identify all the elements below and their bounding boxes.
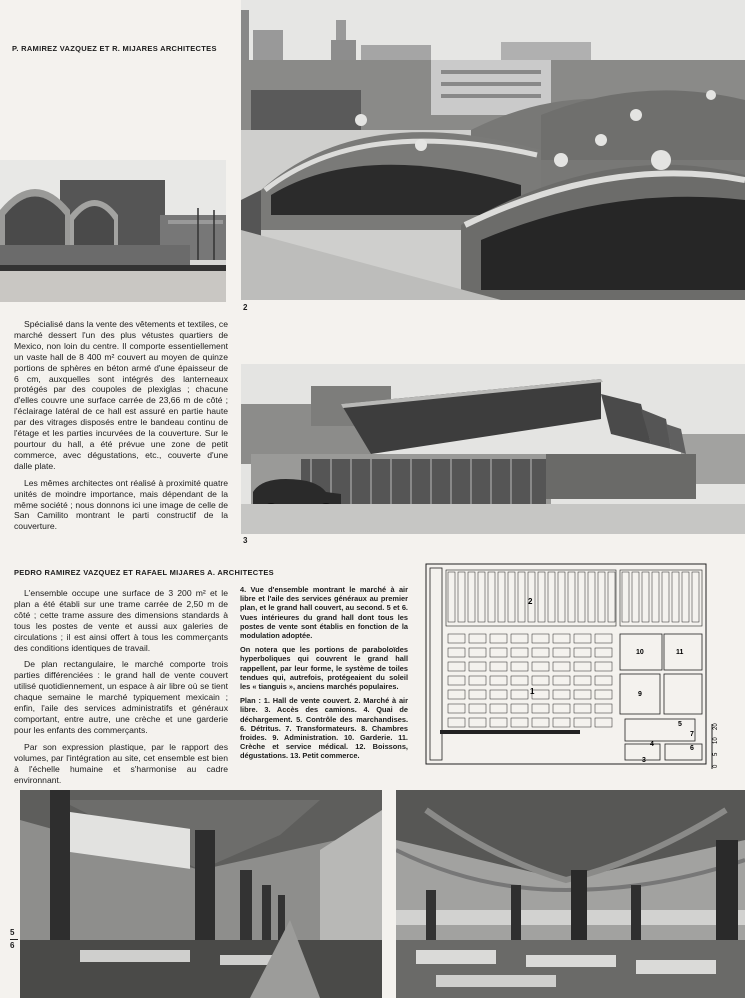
article-heading: PEDRO RAMIREZ VAZQUEZ ET RAFAEL MIJARES A. ARCHITECTES [14,568,274,577]
scale-label: 0 [713,764,719,768]
caption: On notera que les portions de paraboloïdes hyperboliques qui couvrent le grand hall rappellent, par leur forme, le système de toiles tendues qui, autrefois, protégeaient du soleil les « tianguis », anciens marchés populaires. [240,645,408,692]
figure-number: 5 [10,928,15,937]
caption: 4. Vue d'ensemble montrant le marché à air libre et l'aile des services généraux au premier plan, et le grand hall couvert, au second. 5 et 6. Vues intérieures du grand hall dont tous les postes de vente sont établis en fonction de la modulation adoptée. [240,585,408,641]
article-body [14,319,228,532]
scale-label: 5 [713,752,719,756]
photo-interior-hall-2 [396,790,745,998]
figure-number: 3 [243,536,248,545]
article-body [14,588,228,785]
photo-interior-hall-1 [20,790,382,998]
plan-label: 1 [530,687,535,696]
plan-label: 5 [678,721,682,728]
paragraph: L'ensemble occupe une surface de 3 200 m² et le plan a été établi sur une trame carrée de 2,50 m de côté ; cette trame assure des dimensions standards à tous les postes de vente et aussi aux galeries de circulations ; il est ainsi offert à tous les commerçants des conditions identiques de travail. [14,588,228,653]
caption: Plan : 1. Hall de vente couvert. 2. Marché à air libre. 3. Accès des camions. 4. Quai de déchargement. 5. Contrôle des marchandises. 6. Détritus. 7. Transformateurs. 8. Chambres froides. 9. Administration. 10. Garderie. 11. Crèche et service médical. 12. Boissons, dégustations. 13. Petit commerce. [240,696,408,761]
plan-label: 6 [690,745,694,752]
paragraph: Spécialisé dans la vente des vêtements et textiles, ce marché dessert l'un des plus vétustes quartiers de Mexico, non loin du centre. Il comporte essentiellement un vaste hall de 8 400 m² couvert au moyen de quinze portions de sphères en béton armé d'une épaisseur de 6 cm, auxquelles sont intégrés des lanterneaux protégés par des coupoles de plexiglas ; chacune d'elles couvre une surface carrée de 23,66 m de côté ; l'éclairage latéral de ce hall est assuré en partie haute par des vitrages disposés entre le bandeau continu de l'étage et les parties incurvées de la couverture. Sur le pourtour du hall, a été prévue une zone de petit commerce, avec dégustations, etc., couverte d'une dalle plate. [14,319,228,471]
photo-market-exterior [0,160,226,302]
photo-san-camilito-market [241,364,745,534]
plan-label: 3 [642,757,646,764]
plan-label: 9 [638,691,642,698]
floor-plan [420,554,720,774]
plan-label: 2 [528,597,533,606]
plan-label: 11 [676,649,684,656]
scale-label: 10 [713,737,719,744]
divider [10,939,18,940]
plan-label: 4 [650,741,654,748]
paragraph: De plan rectangulaire, le marché comporte trois parties différenciées : le grand hall de vente couvert utilisé quotidiennement, un espace à air libre où se tient chaque semaine le marché typiquement mexicain ; enfin, l'aile des services administratifs et généraux comportant, entre autre, une crèche et une garderie pour les enfants des commerçants. [14,659,228,735]
plan-label: 10 [636,649,644,656]
figure-number: 6 [10,941,15,950]
floor-plan-drawing [420,554,720,774]
scale-bar [712,723,719,769]
figure-captions [240,585,408,766]
scale-label: 20 [713,723,719,730]
photo-shell-roofs [241,0,745,300]
plan-label: 7 [690,731,694,738]
paragraph: Par son expression plastique, par le rapport des volumes, par l'intégration au site, cet ensemble est bien à l'échelle humaine et s'harmonise au cadre environnant. [14,741,228,785]
paragraph: Les mêmes architectes ont réalisé à proximité quatre unités de moindre importance, mais dépendant de la même société ; nous donnons ici une image de celle de San Camilito montrant le parti constructif de la couverture. [14,477,228,532]
article-heading: P. RAMIREZ VAZQUEZ ET R. MIJARES ARCHITECTES [12,44,217,53]
figure-number: 2 [243,303,248,312]
